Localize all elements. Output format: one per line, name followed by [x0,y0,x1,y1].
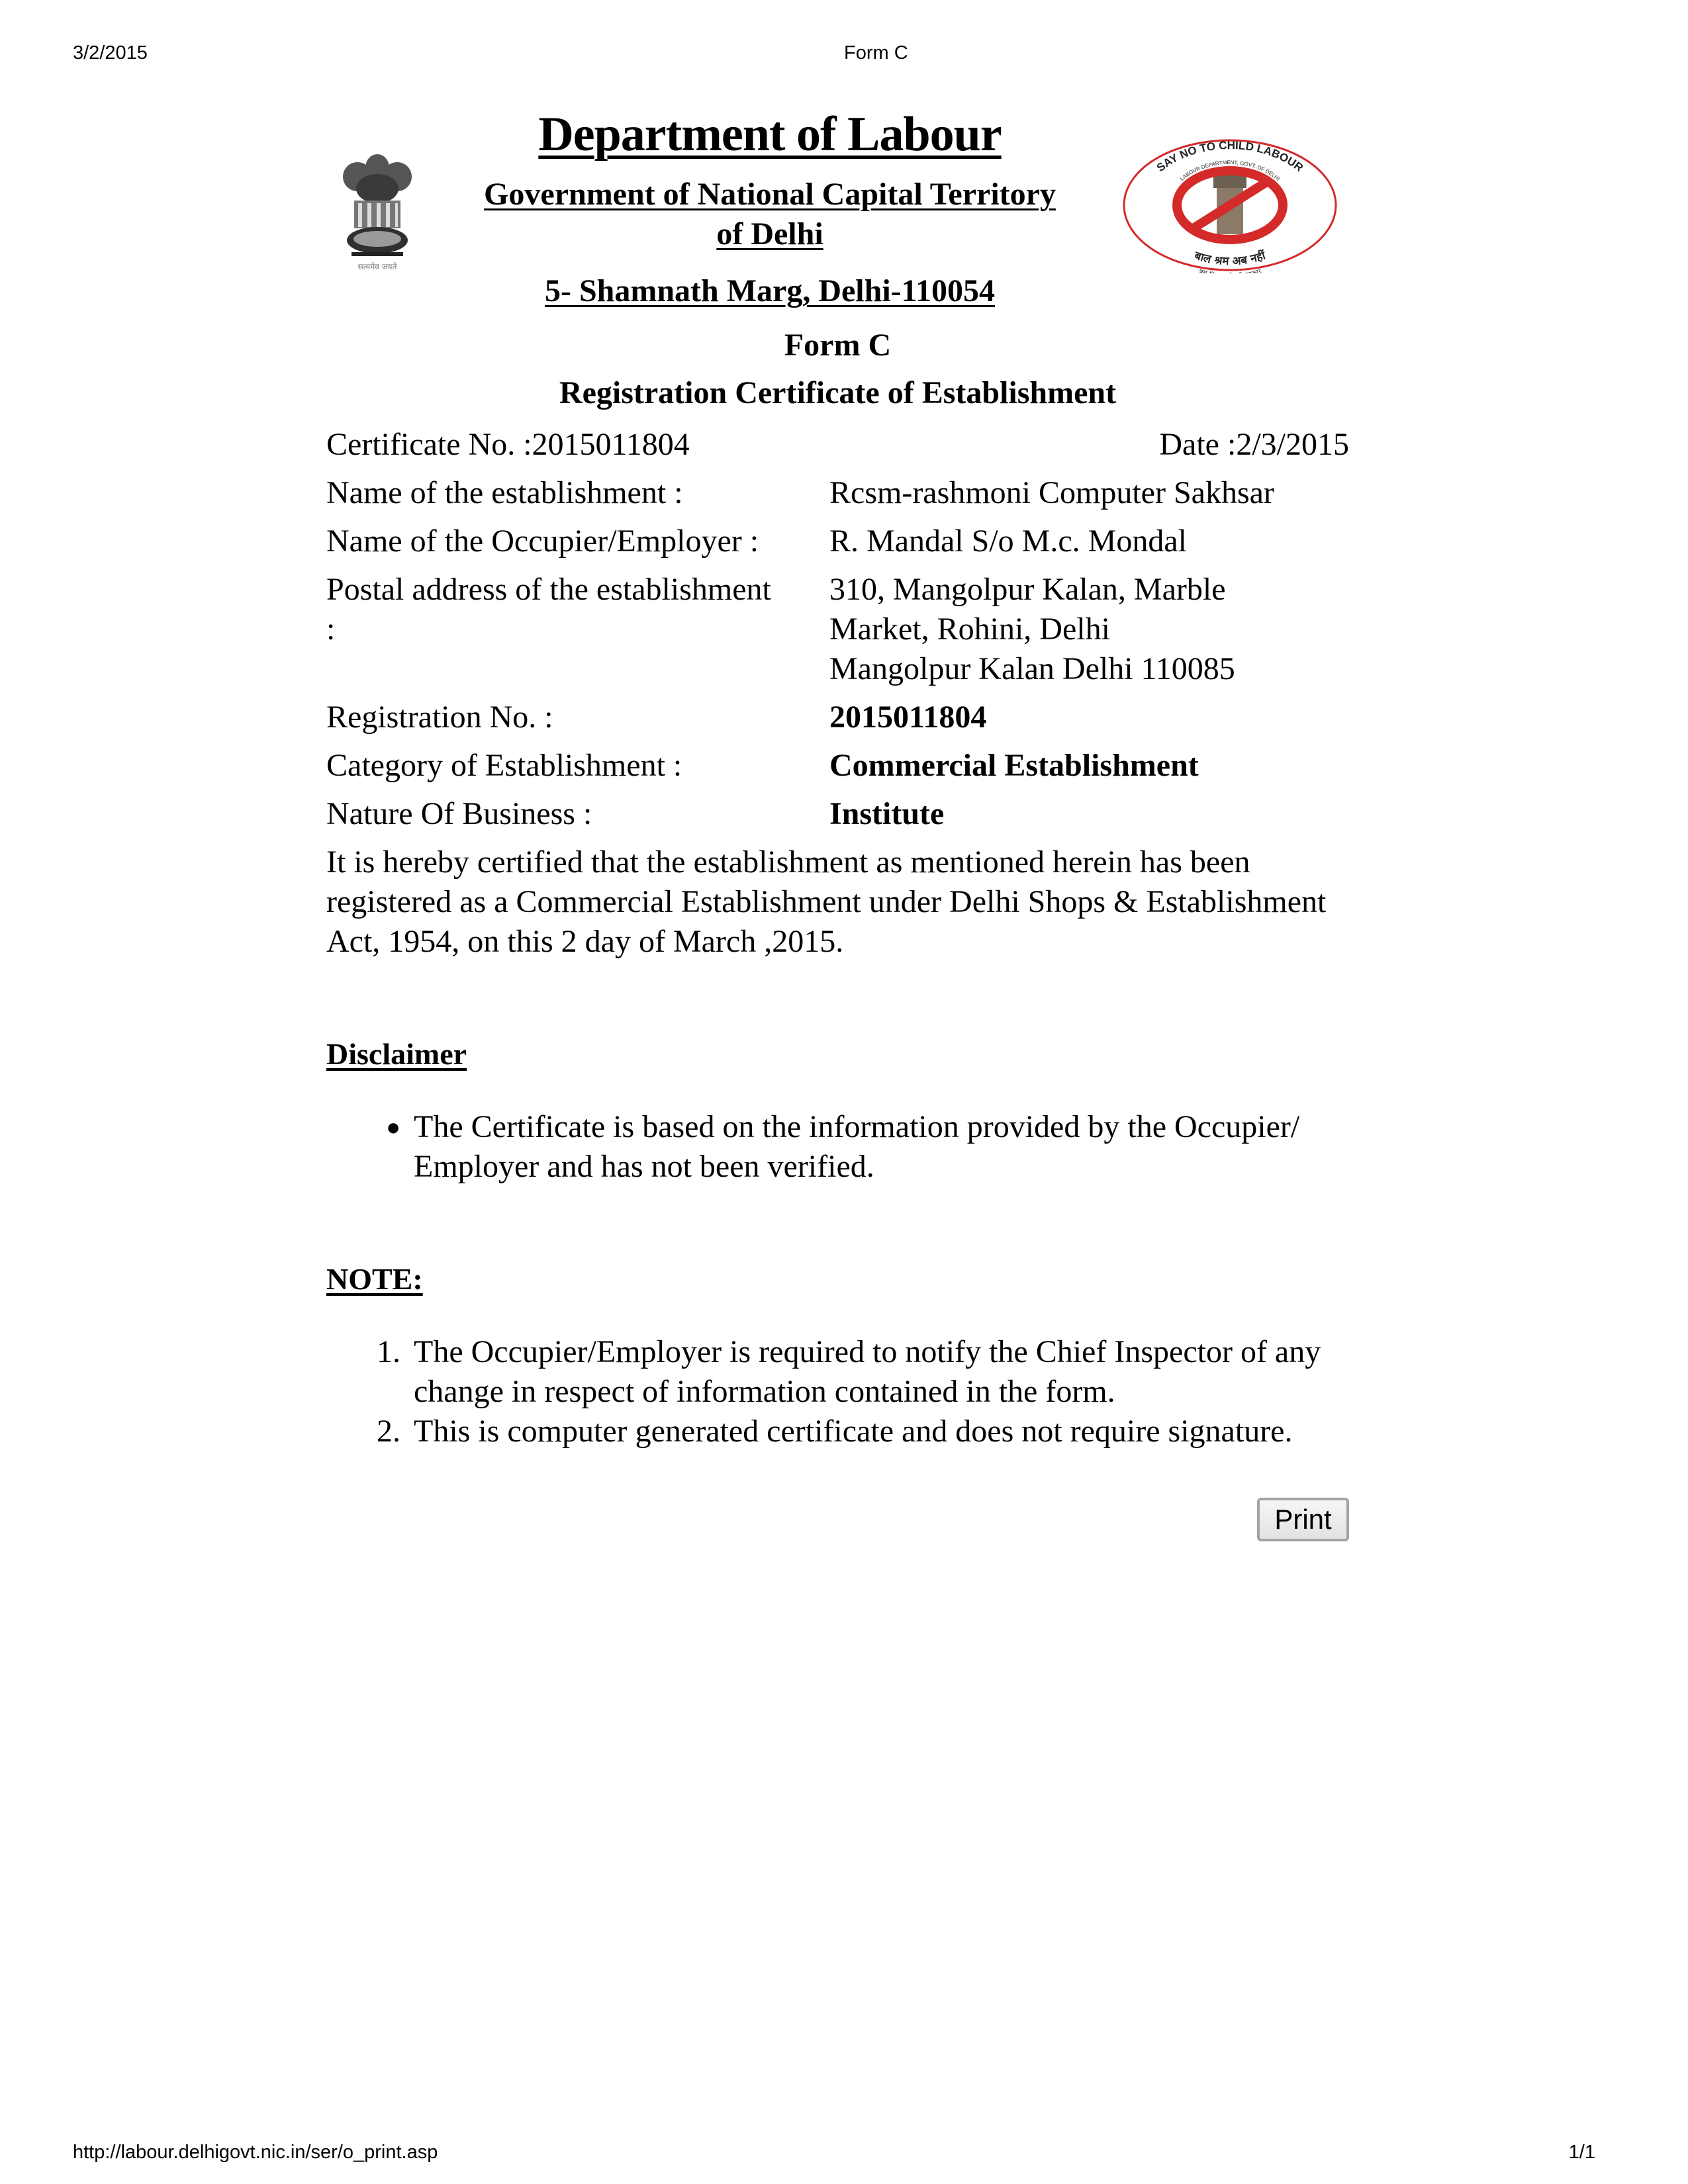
government-block [426,175,1114,254]
letterhead [326,106,1349,318]
logo-hindi-text: बाल श्रम अब नहीं [1192,249,1268,269]
form-title: Registration Certificate of Establishment [559,375,1117,410]
address-line-2: Market, Rohini, Delhi [829,612,1110,647]
field-value: Institute [829,796,945,831]
print-page-number: 1/1 [1568,2142,1595,2163]
note-section [326,1259,1349,1451]
emblem-motto: सत्यमेव जयते [357,262,397,271]
disclaimer-section [326,1034,1349,1187]
certification-text: It is hereby certified that the establishment as mentioned herein has been registered as a Commercial Establishment under Delhi Shops & Establishment Act, 1954, on this 2 day of March ,2015. [326,844,1327,959]
field-label: Category of Establishment : [326,748,682,783]
address-block [829,570,1349,689]
field-row-establishment-name [326,473,1349,513]
field-value: 2015011804 [829,700,987,735]
government-line-1: Government of National Capital Territory [484,177,1056,212]
certificate-no-field [326,425,690,465]
field-label: Name of the Occupier/Employer : [326,523,759,559]
actions-row [326,1498,1349,1541]
government-line-2: of Delhi [716,216,823,251]
logo-hindi-subtext: श्रम कार [1197,268,1262,273]
state-emblem-icon [334,149,420,275]
form-name: Form C [784,328,892,363]
field-row-nature-of-business [326,794,1349,834]
field-label: Registration No. : [326,700,553,735]
field-row-category [326,746,1349,786]
print-url: http://labour.delhigovt.nic.in/ser/o_print.asp [73,2142,438,2163]
note-item [326,1332,1349,1412]
field-label: Nature Of Business : [326,796,592,831]
logo-top-text: SAY NO TO CHILD LABOUR [1154,138,1306,175]
disclaimer-list [326,1107,1349,1187]
note-list [326,1332,1349,1451]
date-field [1159,425,1349,465]
address-line-1: 310, Mangolpur Kalan, Marble [829,572,1226,607]
date-value: 2/3/2015 [1236,427,1349,462]
department-title: Department of Labour [538,107,1002,161]
field-label-block [326,570,829,689]
field-row-occupier [326,522,1349,561]
certificate-row [326,425,1349,465]
disclaimer-item [326,1107,1349,1187]
field-row-registration-no [326,698,1349,737]
date-label: Date : [1159,427,1237,462]
print-title: Form C [844,42,908,64]
disclaimer-heading: Disclaimer [326,1037,467,1071]
note-item-text: The Occupier/Employer is required to notify the Chief Inspector of any change in respect of information contained in the form. [414,1334,1321,1409]
logo-inner-text: LABOUR DEPARTMENT, GOVT. OF DELHI [1178,159,1282,182]
field-value: Commercial Establishment [829,748,1199,783]
certificate-no-value: 2015011804 [532,427,690,462]
certificate-no-label: Certificate No. : [326,427,532,462]
note-marker: 1. [377,1334,400,1369]
field-row-postal-address [326,570,1349,689]
address-line-3: Mangolpur Kalan Delhi 110085 [829,651,1235,686]
field-label: Name of the establishment : [326,475,683,510]
print-button[interactable]: Print [1257,1498,1349,1541]
certificate-content [326,106,1349,1541]
field-value: R. Mandal S/o M.c. Mondal [829,523,1187,559]
field-value: Rcsm-rashmoni Computer Sakhsar [829,475,1274,510]
print-date: 3/2/2015 [73,42,148,64]
field-label-line2: : [326,612,336,647]
note-item-text: This is computer generated certificate and does not require signature. [414,1414,1293,1449]
note-marker: 2. [377,1414,400,1449]
note-heading: NOTE: [326,1262,423,1296]
field-label-line1: Postal address of the establishment [326,572,771,607]
disclaimer-item-text: The Certificate is based on the information provided by the Occupier/ Employer and has not been verified. [414,1109,1300,1184]
bullet-icon: ● [386,1114,400,1140]
department-address: 5- Shamnath Marg, Delhi-110054 [544,273,995,308]
say-no-to-child-labour-logo [1121,138,1339,273]
note-item [326,1412,1349,1451]
